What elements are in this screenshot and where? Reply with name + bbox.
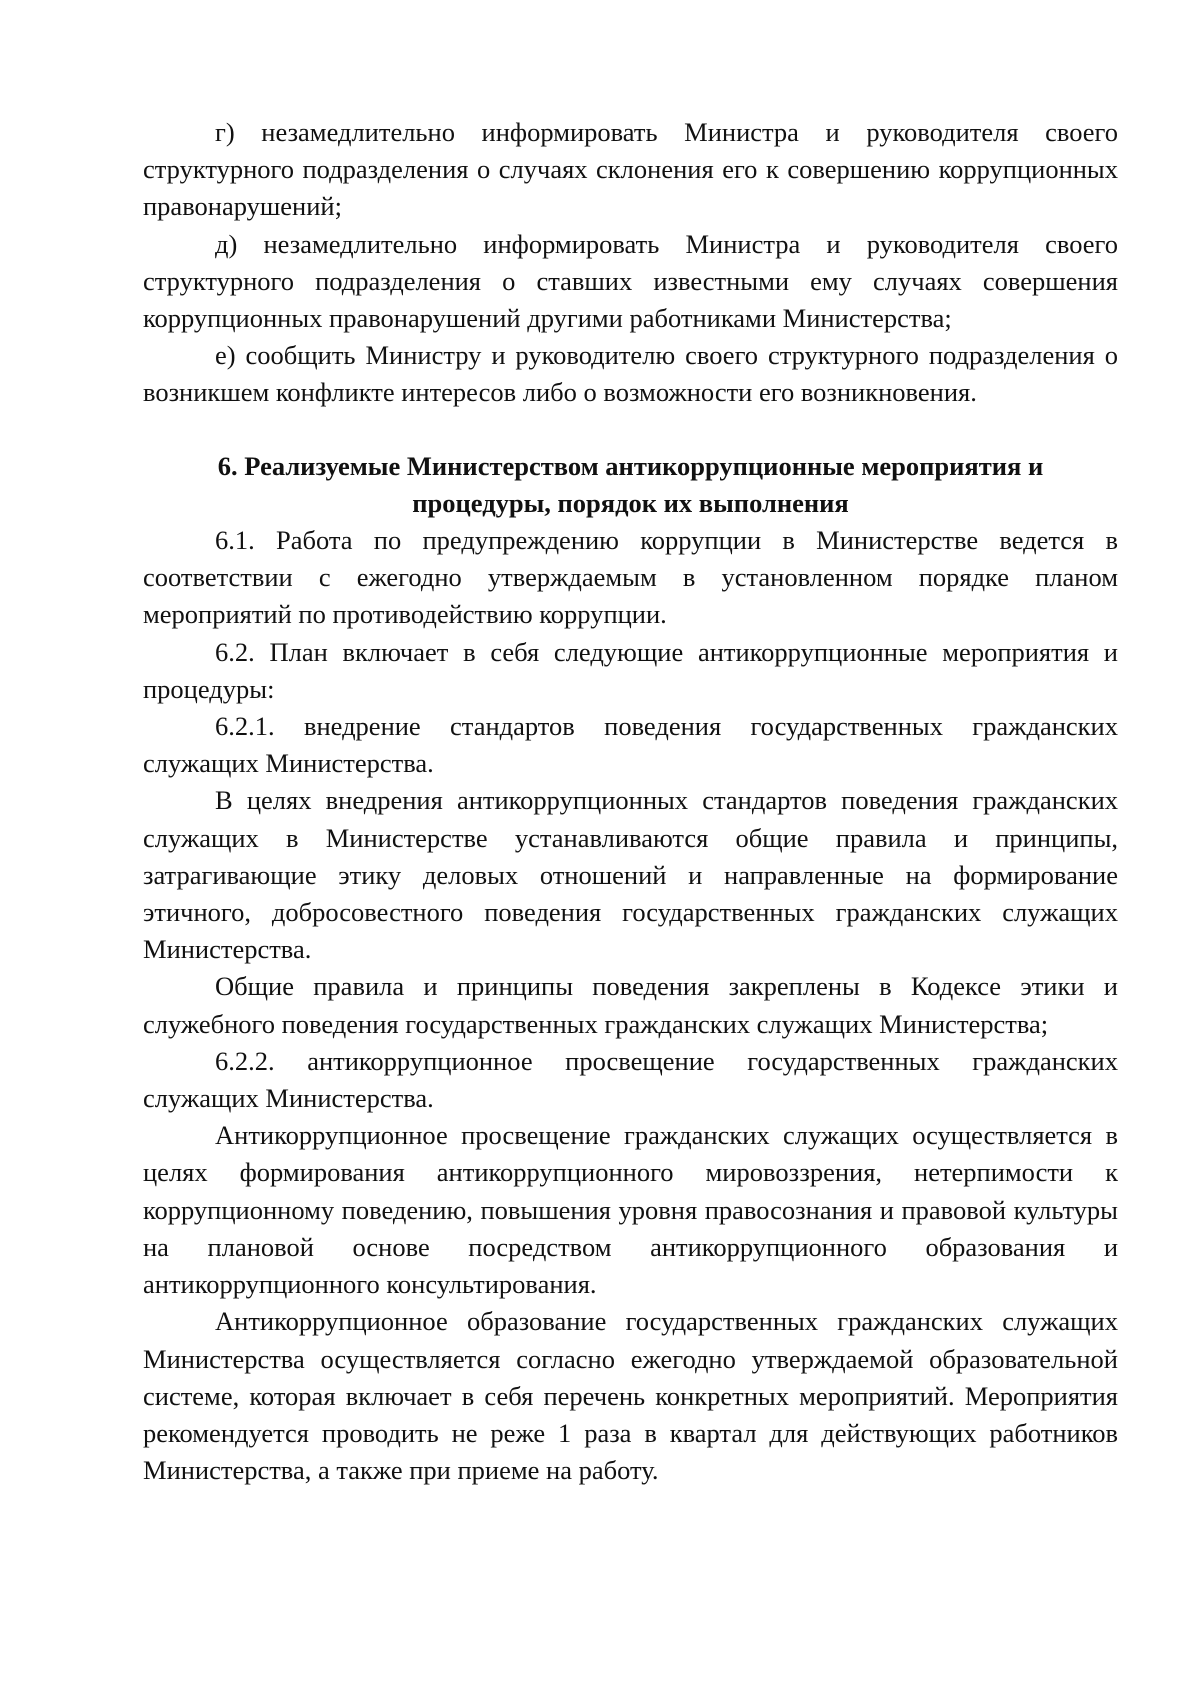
paragraph-standards: В целях внедрения антикоррупционных стандартов поведения гражданских служащих в Министерстве устанавливаются общие правила и принципы, затрагивающие этику деловых отношений и направленные на формирование этичного, добросовестного поведения государственных гражданских служащих Министерства. bbox=[143, 785, 1118, 965]
section-heading-line-2: процедуры, порядок их выполнения bbox=[412, 487, 849, 518]
paragraph-6-2-2: 6.2.2. антикоррупционное просвещение государственных гражданских служащих Министерства. bbox=[143, 1045, 1118, 1114]
paragraph-education-schedule: Антикоррупционное образование государственных гражданских служащих Министерства осуществляется согласно ежегодно утверждаемой образовательной системе, которая включает в себя перечень конкретных мероприятий. Мероприятия рекомендуется проводить не реже 1 раза в квартал для действующих работников Министерства, а также при приеме на работу. bbox=[143, 1306, 1118, 1486]
document-page bbox=[143, 114, 1118, 1489]
paragraph-g: г) незамедлительно информировать Министра и руководителя своего структурного подразделения о случаях склонения его к совершению коррупционных правонарушений; bbox=[143, 117, 1118, 222]
section-heading-line-1: 6. Реализуемые Министерством антикоррупционные мероприятия и bbox=[217, 450, 1044, 481]
paragraph-6-2-1: 6.2.1. внедрение стандартов поведения государственных гражданских служащих Министерства. bbox=[143, 711, 1118, 779]
section-heading bbox=[143, 448, 1118, 522]
paragraph-education-goals: Антикоррупционное просвещение гражданских служащих осуществляется в целях формирования антикоррупционного мировоззрения, нетерпимости к коррупционному поведению, повышения уровня правосознания и правовой культуры на плановой основе посредством антикоррупционного образования и антикоррупционного консультирования. bbox=[143, 1120, 1118, 1300]
paragraph-6-2: 6.2. План включает в себя следующие антикоррупционные мероприятия и процедуры: bbox=[143, 636, 1118, 704]
paragraph-ethics-code: Общие правила и принципы поведения закреплены в Кодексе этики и служебного поведения государственных гражданских служащих Министерства; bbox=[143, 971, 1118, 1039]
paragraph-6-1: 6.1. Работа по предупреждению коррупции в Министерстве ведется в соответствии с ежегодно утверждаемым в установленном порядке планом мероприятий по противодействию коррупции. bbox=[143, 525, 1118, 630]
section-spacer bbox=[143, 412, 1118, 448]
paragraph-d: д) незамедлительно информировать Министра и руководителя своего структурного подразделения о ставших известными ему случаях совершения коррупционных правонарушений другими работниками Министерства; bbox=[143, 228, 1118, 334]
paragraph-e: е) сообщить Министру и руководителю своего структурного подразделения о возникшем конфликте интересов либо о возможности его возникновения. bbox=[143, 340, 1118, 408]
